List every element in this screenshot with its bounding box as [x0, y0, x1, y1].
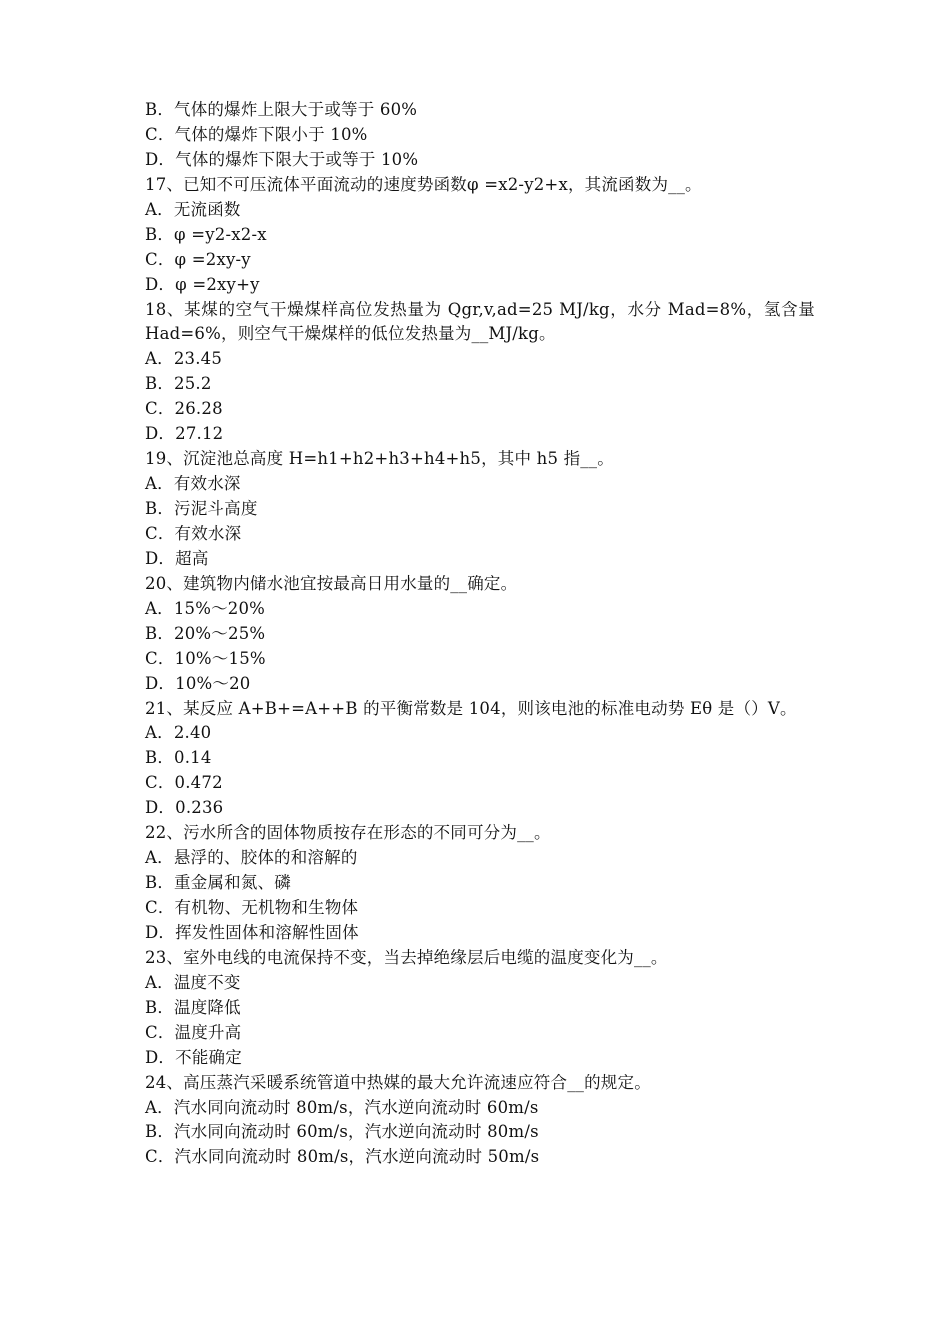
- option-d-q18: D．27.12: [145, 424, 224, 444]
- option-a-q23: A．温度不变: [145, 972, 241, 992]
- option-c-q22: C．有机物、无机物和生物体: [145, 898, 359, 918]
- question-20: 20、建筑物内储水池宜按最高日用水量的__确定。: [145, 573, 518, 593]
- option-b-q20: B．20%～25%: [145, 623, 266, 643]
- option-a-q24: A．汽水同向流动时 80m/s，汽水逆向流动时 60m/s: [145, 1097, 539, 1117]
- option-b-q24: B．汽水同向流动时 60m/s，汽水逆向流动时 80m/s: [145, 1122, 539, 1142]
- option-c-q18: C．26.28: [145, 399, 223, 419]
- option-d-q23: D．不能确定: [145, 1047, 242, 1067]
- option-a-q20: A．15%～20%: [145, 598, 266, 618]
- option-b-q23: B．温度降低: [145, 997, 241, 1017]
- option-a-q21: A．2.40: [145, 723, 212, 743]
- option-b-q17: B．φ =y2-x2-x: [145, 224, 267, 244]
- option-b-q18: B．25.2: [145, 374, 212, 394]
- question-17: 17、已知不可压流体平面流动的速度势函数φ =x2-y2+x，其流函数为__。: [145, 174, 702, 194]
- option-c-q23: C．温度升高: [145, 1022, 242, 1042]
- option-c-q24: C．汽水同向流动时 80m/s，汽水逆向流动时 50m/s: [145, 1147, 540, 1167]
- option-c-q17: C．φ =2xy-y: [145, 249, 251, 269]
- option-d-q16: D．气体的爆炸下限大于或等于 10%: [145, 149, 419, 169]
- option-d-q22: D．挥发性固体和溶解性固体: [145, 922, 359, 942]
- question-21: 21、某反应 A+B+=A++B 的平衡常数是 104，则该电池的标准电动势 Eθ 是（）V。: [145, 698, 797, 718]
- option-b-q21: B．0.14: [145, 748, 212, 768]
- question-24: 24、高压蒸汽采暖系统管道中热媒的最大允许流速应符合__的规定。: [145, 1072, 651, 1092]
- option-d-q17: D．φ =2xy+y: [145, 274, 260, 294]
- option-c-q16: C．气体的爆炸下限小于 10%: [145, 124, 368, 144]
- option-c-q21: C．0.472: [145, 773, 223, 793]
- option-d-q20: D．10%～20: [145, 673, 251, 693]
- question-22: 22、污水所含的固体物质按存在形态的不同可分为__。: [145, 823, 551, 843]
- document-page: [145, 98, 815, 1170]
- option-a-q22: A．悬浮的、胶体的和溶解的: [145, 848, 358, 868]
- question-19: 19、沉淀池总高度 H=h1+h2+h3+h4+h5，其中 h5 指__。: [145, 449, 614, 469]
- option-c-q19: C．有效水深: [145, 523, 242, 543]
- option-b-q22: B．重金属和氮、磷: [145, 873, 291, 893]
- option-d-q21: D．0.236: [145, 798, 224, 818]
- option-b-q19: B．污泥斗高度: [145, 499, 258, 519]
- option-a-q18: A．23.45: [145, 349, 223, 369]
- option-a-q17: A．无流函数: [145, 199, 241, 219]
- option-c-q20: C．10%～15%: [145, 648, 266, 668]
- option-b-q16: B．气体的爆炸上限大于或等于 60%: [145, 100, 418, 119]
- question-18: 18、某煤的空气干燥煤样高位发热量为 Qgr,v,ad=25 MJ/kg，水分 Mad=8%，氢含量 Had=6%，则空气干燥煤样的低位发热量为__MJ/kg。: [145, 299, 815, 344]
- question-23: 23、室外电线的电流保持不变，当去掉绝缘层后电缆的温度变化为__。: [145, 947, 668, 967]
- option-a-q19: A．有效水深: [145, 474, 241, 494]
- option-d-q19: D．超高: [145, 548, 209, 568]
